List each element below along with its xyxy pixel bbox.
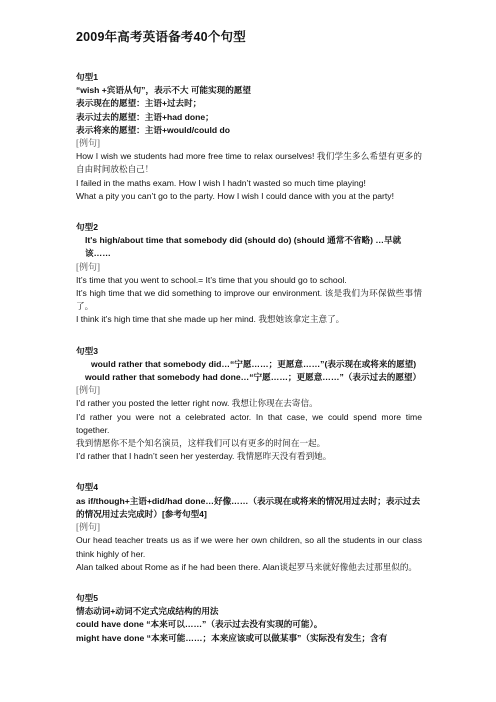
example-sentence: It’s high time that we did something to improve our environment. 该是我们为环保做些事情了。 bbox=[76, 288, 422, 312]
rule-line: 情态动词+动词不定式完成结构的用法 bbox=[76, 606, 219, 617]
section-1 bbox=[76, 71, 422, 203]
example-marker: [例句] bbox=[76, 138, 100, 149]
example-sentence: I think it’s high time that she made up her mind. 我想她该拿定主意了。 bbox=[76, 314, 345, 325]
example-marker: [例句] bbox=[76, 385, 100, 396]
section-heading: 句型3 bbox=[76, 345, 98, 356]
example-sentence: How I wish we students had more free time to relax ourselves! 我们学生多么希望有更多的自由时间放松自己！ bbox=[76, 151, 422, 175]
rule-line: would rather that somebody had done…“宁愿……；更愿意……”（表示过去的愿望） bbox=[85, 372, 422, 383]
example-sentence: What a pity you can’t go to the party. How I wish I could dance with you at the party! bbox=[76, 190, 394, 201]
rule-line: 表示过去的愿望：主语+had done； bbox=[76, 111, 214, 122]
example-marker: [例句] bbox=[76, 522, 100, 533]
rule-line: 表示现在的愿望：主语+过去时； bbox=[76, 98, 202, 109]
rule-line: might have done “本来可能……；本来应该或可以做某事”（实际没有发生；含有 bbox=[76, 632, 388, 643]
example-sentence: I’d rather you posted the letter right now. 我想让你现在去寄信。 bbox=[76, 398, 318, 409]
rule-line: “wish +宾语从句”，表示不大 可能实现的愿望 bbox=[76, 85, 251, 96]
example-sentence: Our head teacher treats us as if we were her own children, so all the students in our class think highly of her. bbox=[76, 535, 422, 559]
example-sentence: 我到情愿你不是个知名演员，这样我们可以有更多的时间在一起。 bbox=[76, 438, 326, 449]
rule-line: It's high/about time that somebody did (should do) (should 通常不省略) …早就该…… bbox=[85, 235, 402, 259]
rule-line: could have done “本来可以……”（表示过去没有实现的可能）。 bbox=[76, 619, 323, 630]
section-heading: 句型4 bbox=[76, 482, 98, 493]
section-3 bbox=[76, 345, 422, 464]
example-sentence: Alan talked about Rome as if he had been there. Alan谈起罗马来就好像他去过那里似的。 bbox=[76, 561, 418, 572]
section-2 bbox=[76, 221, 422, 327]
example-marker: [例句] bbox=[76, 261, 100, 272]
example-sentence: I’d rather that I hadn’t seen her yesterday. 我情愿昨天没有看到她。 bbox=[76, 451, 332, 462]
document-title: 2009年高考英语备考40个句型 bbox=[76, 30, 246, 44]
section-5 bbox=[76, 592, 422, 645]
section-heading: 句型5 bbox=[76, 592, 98, 603]
example-sentence: I’d rather you were not a celebrated actor. In that case, we could spend more time together. bbox=[76, 411, 422, 435]
example-sentence: It’s time that you went to school.= It’s time that you should go to school. bbox=[76, 274, 347, 285]
rule-line: would rather that somebody did…“宁愿……；更愿意……”(表示现在或将来的愿望) bbox=[91, 358, 417, 369]
rule-line: 表示将来的愿望：主语+would/could do bbox=[76, 124, 230, 135]
rule-line: as if/though+主语+did/had done…好像……（表示现在或将来的情况用过去时；表示过去的情况用过去完成时）[参考句型4] bbox=[76, 495, 421, 519]
section-heading: 句型2 bbox=[76, 222, 98, 233]
example-sentence: I failed in the maths exam. How I wish I hadn’t wasted so much time playing! bbox=[76, 177, 366, 188]
section-4 bbox=[76, 481, 422, 573]
section-heading: 句型1 bbox=[76, 72, 98, 82]
